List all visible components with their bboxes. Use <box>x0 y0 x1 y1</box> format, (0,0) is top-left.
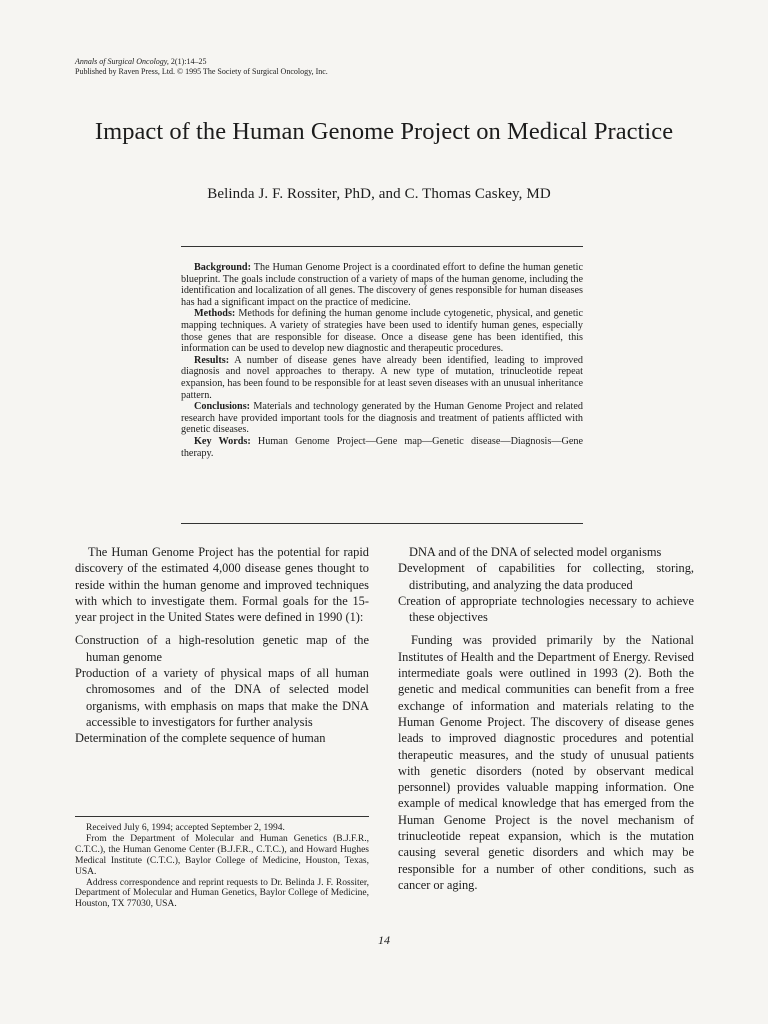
abstract-bottom-rule <box>181 523 583 524</box>
abstract-label: Conclusions: <box>194 401 251 413</box>
funding-paragraph: Funding was provided primarily by the National Institutes of Health and the Department of Energy. Revised intermediate goals were outlined in 1993 (2). Both the genetic and medical communities can benefit from a free exchange of information and materials relating to the Human Genome Project. The discovery of disease genes leads to improved diagnostic procedures and potential therapeutic measures, and the study of unusual patients with genetic disorders (noted by observant medical personnel) provides valuable mapping information. One example of medical knowledge that has emerged from the Human Genome Project is the novel mechanism of trinucleotide repeat expansion, which is the mutation causing several genetic disorders and which may be responsible for a number of other conditions, such as cancer or aging. <box>398 633 694 892</box>
abstract-label: Methods: <box>194 308 236 320</box>
footnote <box>75 823 369 910</box>
abstract-background <box>181 262 583 308</box>
goals-list-continued <box>398 544 694 625</box>
abstract-keywords <box>181 436 583 459</box>
article-title: Impact of the Human Genome Project on Medical Practice <box>94 118 674 145</box>
goal-item: Construction of a high-resolution genetic map of the human genome <box>75 633 369 664</box>
abstract-conclusions <box>181 401 583 436</box>
goal-item: Development of capabilities for collecting, storing, distributing, and analyzing the data produced <box>398 561 694 592</box>
abstract-label: Key Words: <box>194 435 251 447</box>
journal-citation <box>75 57 328 67</box>
goal-item: Production of a variety of physical maps of all human chromosomes and of the DNA of selected model organisms, with emphasis on maps that make the DNA accessible to investigators for further analysis <box>75 666 369 729</box>
journal-header <box>75 57 328 77</box>
journal-volume: 2(1):14–25 <box>168 57 207 66</box>
abstract-text: Methods for defining the human genome include cytogenetic, physical, and genetic mapping techniques. A variety of strategies have been used to identify human genes, especially those genes that are responsible for disease. Once a disease gene has been identified, this information can be used to develop new diagnostic and therapeutic procedures. <box>181 308 583 355</box>
abstract <box>181 262 583 459</box>
abstract-text: The Human Genome Project is a coordinated effort to define the human genetic blueprint. The goals include construction of a variety of maps of the human genome, including the identification and localization of all genes. The discovery of genes responsible for human diseases has had a significant impact on the practice of medicine. <box>181 262 583 308</box>
abstract-methods <box>181 308 583 354</box>
abstract-results <box>181 355 583 401</box>
footnote-affiliation: From the Department of Molecular and Human Genetics (B.J.F.R., C.T.C.), the Human Genome Center (B.J.F.R., C.T.C.), and Howard Hughes Medical Institute (C.T.C.), Baylor College of Medicine, Houston, Texas, USA. <box>75 833 369 877</box>
goal-item: Creation of appropriate technologies necessary to achieve these objectives <box>398 593 694 625</box>
footnote-correspondence: Address correspondence and reprint requests to Dr. Belinda J. F. Rossiter, Department of Molecular and Human Genetics, Baylor College of Medicine, Houston, TX 77030, USA. <box>75 877 369 910</box>
abstract-label: Background: <box>194 262 251 273</box>
abstract-top-rule <box>181 246 583 247</box>
body-column-left <box>75 544 369 747</box>
goal-item-continuation: DNA and of the DNA of selected model organisms <box>409 545 662 559</box>
abstract-label: Results: <box>194 354 230 366</box>
goals-list <box>75 632 369 746</box>
page-number: 14 <box>378 933 390 947</box>
intro-paragraph: The Human Genome Project has the potential for rapid discovery of the estimated 4,000 disease genes thought to reside within the human genome and improved techniques with which to investigate them. Formal goals for the 15-year project in the United States were defined in 1990 (1): <box>75 545 369 625</box>
body-column-right <box>398 544 694 893</box>
abstract-text: Human Genome Project—Gene map—Genetic disease—Diagnosis—Gene therapy. <box>181 435 584 459</box>
footnote-received: Received July 6, 1994; accepted September 2, 1994. <box>86 823 285 833</box>
article-authors: Belinda J. F. Rossiter, PhD, and C. Thomas Caskey, MD <box>207 186 551 202</box>
abstract-text: A number of disease genes have already been identified, leading to improved diagnosis and novel approaches to therapy. A new type of mutation, trinucleotide repeat expansion, has been found to be responsible for at least seven diseases with an unusual inheritance pattern. <box>181 354 583 401</box>
abstract-text: Materials and technology generated by the Human Genome Project and related research have provided important tools for the diagnosis and treatment of patients afflicted with genetic diseases. <box>181 401 583 436</box>
footnote-rule <box>75 816 369 817</box>
journal-name: Annals of Surgical Oncology, <box>75 57 169 66</box>
goal-item: Determination of the complete sequence of human <box>75 731 326 746</box>
publisher-line: Published by Raven Press, Ltd. © 1995 The Society of Surgical Oncology, Inc. <box>75 67 328 76</box>
